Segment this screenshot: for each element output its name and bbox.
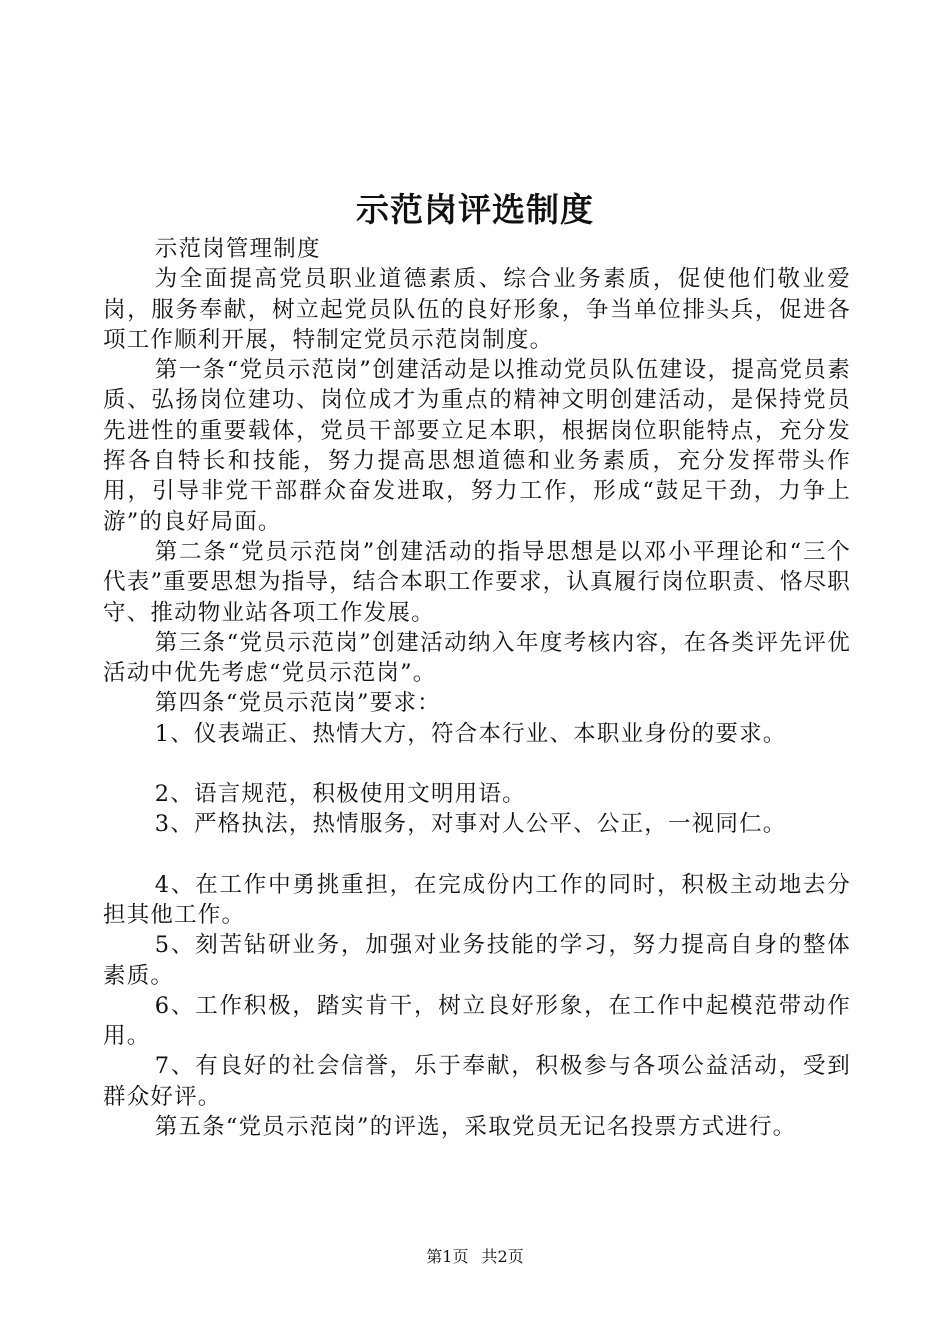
list-item-requirement-5: 5、刻苦钻研业务，加强对业务技能的学习，努力提高自身的整体素质。: [103, 932, 851, 989]
list-item-requirement-1: 1、仪表端正、热情大方，符合本行业、本职业身份的要求。: [154, 720, 787, 747]
document-title: 示范岗评选制度: [356, 190, 594, 229]
paragraph-article-1: 第一条“党员示范岗”创建活动是以推动党员队伍建设，提高党员素质、弘扬岗位建功、岗位成才为重点的精神文明创建活动，是保持党员先进性的重要载体，党员干部要立足本职，根据岗位职能特点，充分发挥各自特长和技能，努力提高思想道德和业务素质，充分发挥带头作用，引导非党干部群众奋发进取，努力工作，形成“鼓足干劲，力争上游”的良好局面。: [103, 357, 851, 535]
paragraph-article-4: 第四条“党员示范岗”要求：: [154, 690, 441, 717]
page-total: 共2页: [481, 1247, 524, 1266]
list-item-requirement-7: 7、有良好的社会信誉，乐于奉献，积极参与各项公益活动，受到群众好评。: [103, 1053, 851, 1110]
document-body: [103, 234, 851, 1142]
paragraph-article-2: 第二条“党员示范岗”创建活动的指导思想是以邓小平理论和“三个代表”重要思想为指导，结合本职工作要求，认真履行岗位职责、恪尽职守、推动物业站各项工作发展。: [103, 538, 851, 626]
paragraph-article-3: 第三条“党员示范岗”创建活动纳入年度考核内容，在各类评先评优活动中优先考虑“党员示范岗”。: [103, 629, 851, 687]
list-item-requirement-2: 2、语言规范，积极使用文明用语。: [154, 781, 526, 808]
list-item-requirement-4: 4、在工作中勇挑重担，在完成份内工作的同时，积极主动地去分担其他工作。: [103, 871, 851, 928]
paragraph-article-5: 第五条“党员示范岗”的评选，采取党员无记名投票方式进行。: [154, 1114, 797, 1141]
paragraph-subtitle: 示范岗管理制度: [154, 236, 321, 262]
list-item-requirement-3: 3、严格执法，热情服务，对事对人公平、公正，一视同仁。: [154, 811, 787, 838]
page-footer: [0, 1244, 950, 1267]
page-number: 第1页: [426, 1247, 469, 1266]
paragraph-intro: 为全面提高党员职业道德素质、综合业务素质，促使他们敬业爱岗，服务奉献，树立起党员队伍的良好形象，争当单位排头兵，促进各项工作顺利开展，特制定党员示范岗制度。: [103, 266, 851, 353]
list-item-requirement-6: 6、工作积极，踏实肯干，树立良好形象，在工作中起模范带动作用。: [103, 992, 851, 1050]
